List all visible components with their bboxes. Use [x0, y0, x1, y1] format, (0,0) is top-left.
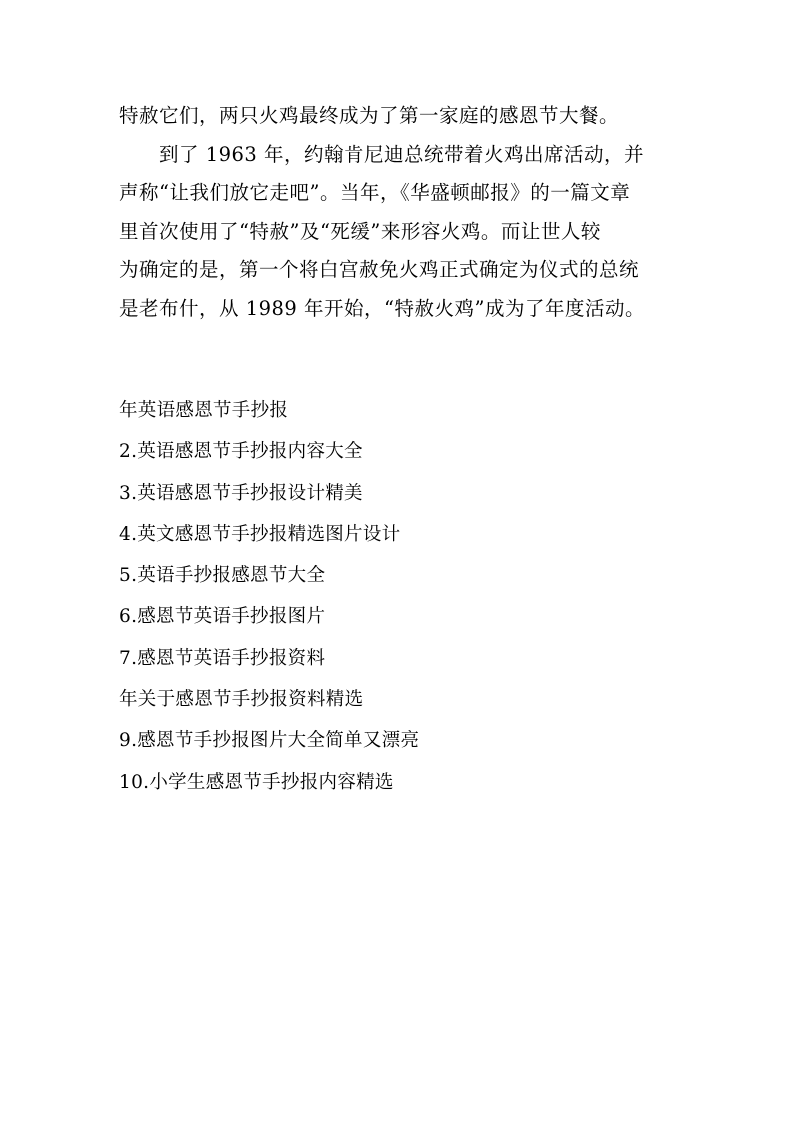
list-item: 年英语感恩节手抄报 — [119, 400, 289, 421]
text-line: 为确定的是，第一个将白宫赦免火鸡正式确定为仪式的总统 — [119, 258, 640, 281]
text-line: 到了 1963 年，约翰肯尼迪总统带着火鸡出席活动，并 — [159, 142, 645, 166]
paragraph-continuation — [119, 97, 699, 136]
paragraph-kennedy — [119, 136, 699, 329]
related-articles-list — [119, 390, 419, 803]
list-item: 3.英语感恩节手抄报设计精美 — [119, 482, 363, 504]
list-item: 年关于感恩节手抄报资料精选 — [119, 689, 364, 711]
text-line: 特赦它们，两只火鸡最终成为了第一家庭的感恩节大餐。 — [119, 104, 620, 127]
list-item: 6.感恩节英语手抄报图片 — [119, 606, 326, 628]
text-line: 里首次使用了“特赦”及“死缓”来形容火鸡。而让世人较 — [119, 219, 601, 243]
text-line: 是老布什，从 1989 年开始，“特赦火鸡”成为了年度活动。 — [119, 296, 645, 320]
text-line: 声称“让我们放它走吧”。当年，《华盛顿邮报》的一篇文章 — [119, 181, 631, 204]
list-item: 9.感恩节手抄报图片大全简单又漂亮 — [119, 730, 420, 752]
list-item: 7.感恩节英语手抄报资料 — [119, 647, 326, 669]
list-item: 4.英文感恩节手抄报精选图片设计 — [119, 523, 401, 545]
list-item: 10.小学生感恩节手抄报内容精选 — [119, 771, 394, 793]
list-item: 5.英语手抄报感恩节大全 — [119, 565, 326, 587]
list-item: 2.英语感恩节手抄报内容大全 — [119, 441, 363, 463]
